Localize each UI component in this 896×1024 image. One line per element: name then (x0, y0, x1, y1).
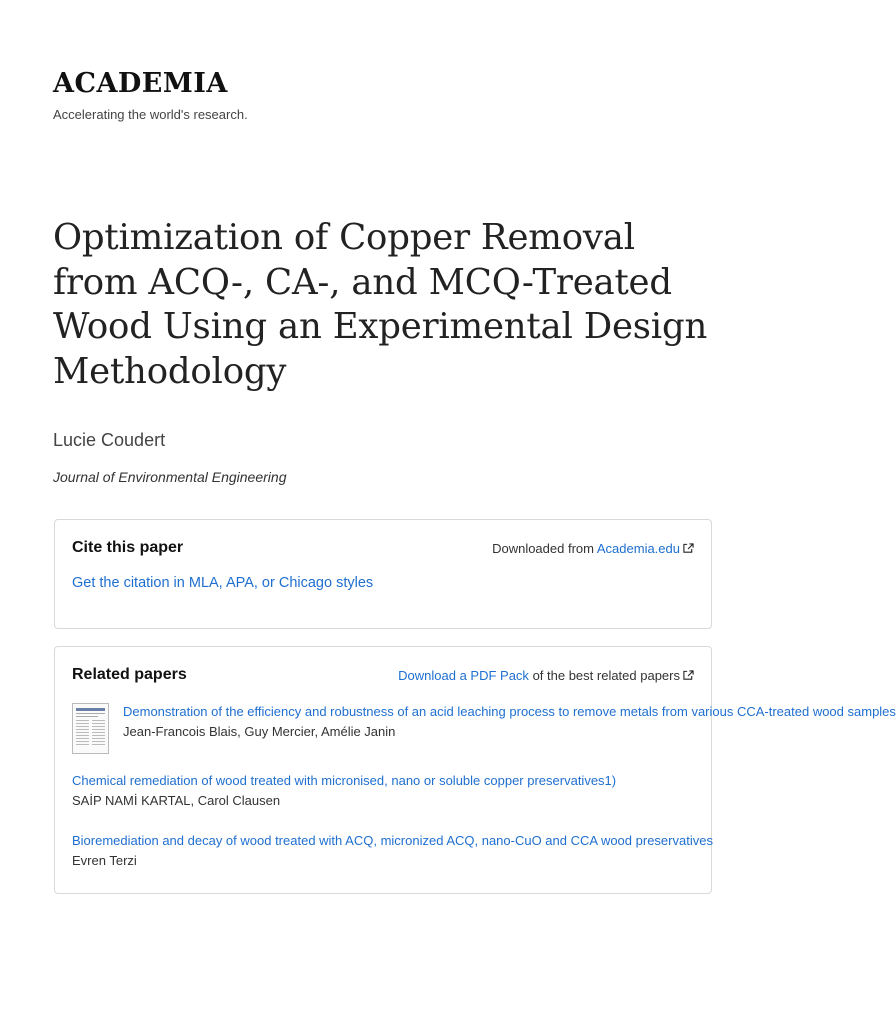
related-paper-title-link[interactable]: Demonstration of the efficiency and robustness of an acid leaching process to remove metals from various CCA-treated wood samples (123, 704, 896, 719)
related-paper-item (72, 833, 713, 868)
related-heading: Related papers (72, 666, 187, 683)
external-link-icon (683, 670, 694, 681)
related-papers-card (54, 646, 896, 894)
paper-journal: Journal of Environmental Engineering (53, 469, 287, 485)
downloaded-prefix: Downloaded from (492, 541, 594, 556)
related-paper-authors: Evren Terzi (72, 853, 137, 868)
downloaded-from (492, 541, 694, 556)
cite-heading: Cite this paper (72, 539, 184, 556)
paper-author: Lucie Coudert (53, 430, 166, 450)
academia-logo[interactable]: ACADEMIA (53, 68, 228, 99)
related-paper-title-link[interactable]: Bioremediation and decay of wood treated with ACQ, micronized ACQ, nano-CuO and CCA wood preservatives (72, 833, 713, 848)
pdf-pack-note (398, 668, 694, 683)
related-paper-item (72, 773, 696, 808)
pdf-pack-suffix: of the best related papers (532, 668, 680, 683)
download-pdf-pack-link[interactable]: Download a PDF Pack (398, 668, 529, 683)
tagline: Accelerating the world's research. (53, 107, 248, 122)
related-paper-title-link[interactable]: Chemical remediation of wood treated with micronised, nano or soluble copper preservatives1) (72, 773, 617, 788)
paper-title: Optimization of Copper Removal from ACQ-, CA-, and MCQ-Treated Wood Using an Experimental Design Methodology (53, 217, 708, 392)
document-page-icon (73, 704, 108, 753)
external-link-icon (683, 543, 694, 554)
get-citation-link[interactable]: Get the citation in MLA, APA, or Chicago styles (72, 575, 374, 591)
cite-card (54, 519, 712, 629)
related-paper-authors: SAİP NAMİ KARTAL, Carol Clausen (72, 793, 281, 808)
related-paper-authors: Jean-Francois Blais, Guy Mercier, Amélie Janin (123, 724, 396, 739)
related-paper-item (123, 704, 896, 739)
academia-edu-link[interactable]: Academia.edu (596, 541, 680, 556)
paper-thumbnail[interactable] (72, 703, 109, 754)
